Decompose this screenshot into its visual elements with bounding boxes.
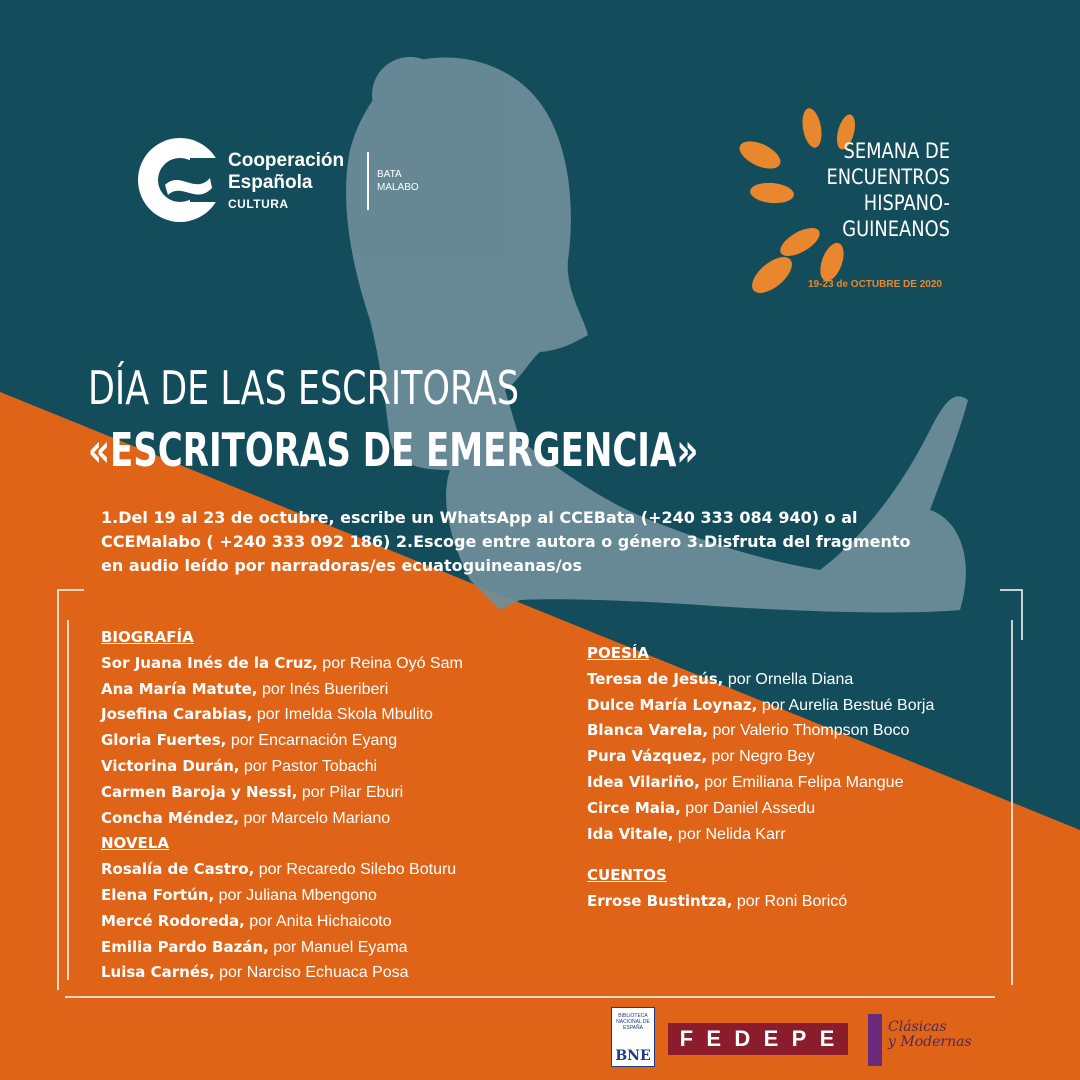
brand-name-line2: Española (228, 172, 313, 193)
list-item (101, 754, 463, 780)
event-line1: SEMANA DE (843, 139, 950, 163)
list-item (587, 667, 934, 693)
author-name: Pura Vázquez, (587, 747, 708, 766)
city-bata: BATA (377, 169, 402, 180)
author-name: Idea Vilariño, (587, 772, 700, 791)
heading-cuentos: CUENTOS (587, 866, 667, 885)
brand-name (228, 150, 344, 212)
list-item (101, 806, 463, 832)
author-name: Blanca Varela, (587, 721, 709, 740)
brand-name-line1: Cooperación (228, 150, 345, 171)
list-item (587, 822, 934, 848)
list-item (587, 796, 934, 822)
narrator: por Anita Hichaicoto (244, 912, 392, 930)
bne-logo (611, 1007, 655, 1067)
list-item (101, 702, 463, 728)
heading-poesia: POESÍA (587, 644, 649, 662)
author-name: Circe Maia, (587, 798, 681, 817)
author-name: Dulce María Loynaz, (587, 695, 758, 714)
narrator: por Roni Boricó (732, 893, 848, 911)
list-item (101, 780, 463, 806)
narrator: por Encarnación Eyang (226, 732, 398, 750)
fedepe-letter: P (791, 1026, 809, 1051)
author-name: Sor Juana Inés de la Cruz, (101, 653, 318, 672)
author-name: Carmen Baroja y Nessi, (101, 782, 298, 801)
narrator: por Inés Bueriberi (257, 680, 389, 698)
heading-biografia: BIOGRAFÍA (101, 628, 194, 646)
fedepe-letter: E (706, 1026, 724, 1051)
narrator: por Aurelia Bestué Borja (757, 696, 935, 714)
narrator: por Manuel Eyama (268, 938, 408, 956)
brand-cities (377, 168, 419, 194)
heading-novela: NOVELA (101, 834, 169, 853)
author-name: Ida Vitale, (587, 824, 674, 843)
author-name: Victorina Durán, (101, 756, 240, 775)
list-item (587, 744, 934, 770)
page-subtitle: «ESCRITORAS DE EMERGENCIA» (88, 423, 699, 477)
narrator: por Juliana Mbengono (214, 886, 377, 904)
fedepe-letter: D (734, 1026, 753, 1051)
left-column (101, 625, 463, 986)
author-name: Teresa de Jesús, (587, 669, 724, 688)
list-item (101, 857, 463, 883)
brand-name-line3: CULTURA (228, 197, 289, 211)
list-item (101, 909, 463, 935)
narrator: por Imelda Skola Mbulito (252, 706, 433, 724)
bne-logo-caption: BIBLIOTECA NACIONAL DE ESPAÑA (616, 1013, 650, 1031)
clasicas-modernas-logo (868, 1014, 978, 1066)
clasicas-line1: Clásicas (888, 1019, 947, 1035)
author-name: Josefina Carabias, (101, 705, 253, 724)
right-column (587, 641, 934, 915)
clasicas-logo-text (888, 1020, 972, 1050)
fedepe-letter: E (763, 1026, 781, 1051)
event-line3: HISPANO- (863, 191, 950, 215)
city-malabo: MALABO (377, 182, 419, 193)
author-name: Elena Fortún, (101, 885, 215, 904)
narrator: por Nelida Karr (673, 825, 786, 843)
narrator: por Marcelo Mariano (239, 809, 391, 827)
spacer (587, 847, 934, 863)
narrator: por Narciso Echuaca Posa (214, 964, 409, 982)
event-line2: ENCUENTROS (826, 165, 950, 189)
list-item (101, 728, 463, 754)
event-date: 19-23 de OCTUBRE DE 2020 (808, 279, 942, 290)
narrator: por Ornella Diana (723, 670, 854, 688)
narrator: por Recaredo Silebo Boturu (254, 861, 457, 879)
narrator: por Valerio Thompson Boco (708, 722, 910, 740)
narrator: por Pastor Tobachi (239, 757, 378, 775)
list-item (587, 770, 934, 796)
author-name: Ana María Matute, (101, 679, 258, 698)
author-name: Emilia Pardo Bazán, (101, 937, 269, 956)
list-item (101, 935, 463, 961)
narrator: por Reina Oyó Sam (317, 654, 463, 672)
fedepe-letter: E (819, 1026, 837, 1051)
page-title: DÍA DE LAS ESCRITORAS (88, 361, 520, 415)
list-item (101, 960, 463, 986)
narrator: por Negro Bey (707, 748, 815, 766)
author-name: Errose Bustintza, (587, 892, 733, 911)
clasicas-line2: y Modernas (888, 1034, 972, 1050)
narrator: por Pilar Eburi (297, 783, 404, 801)
author-name: Mercé Rodoreda, (101, 911, 245, 930)
brand-divider (367, 152, 369, 210)
list-item (587, 889, 934, 915)
bne-logo-text: BNE (615, 1048, 651, 1064)
list-item (101, 677, 463, 703)
event-name (823, 138, 951, 242)
fedepe-letter: F (679, 1026, 696, 1051)
list-item (587, 718, 934, 744)
instructions-text: 1.Del 19 al 23 de octubre, escribe un WhatsApp al CCEBata (+240 333 084 940) o al CCEMalabo ( +240 333 092 186) 2.Escoge entre autora o género 3.Disfruta del fragmento en audio leído por narradoras/es ecuatoguineanas/os (101, 508, 911, 575)
author-name: Concha Méndez, (101, 808, 240, 827)
author-name: Gloria Fuertes, (101, 731, 227, 750)
author-name: Rosalía de Castro, (101, 860, 255, 879)
event-line4: GUINEANOS (842, 217, 950, 241)
list-item (101, 651, 463, 677)
narrator: por Daniel Assedu (680, 799, 816, 817)
list-item (101, 883, 463, 909)
clasicas-logo-bar (868, 1014, 882, 1066)
author-name: Luisa Carnés, (101, 963, 215, 982)
list-item (587, 693, 934, 719)
narrator: por Emiliana Felipa Mangue (699, 773, 904, 791)
fedepe-logo (668, 1023, 848, 1055)
